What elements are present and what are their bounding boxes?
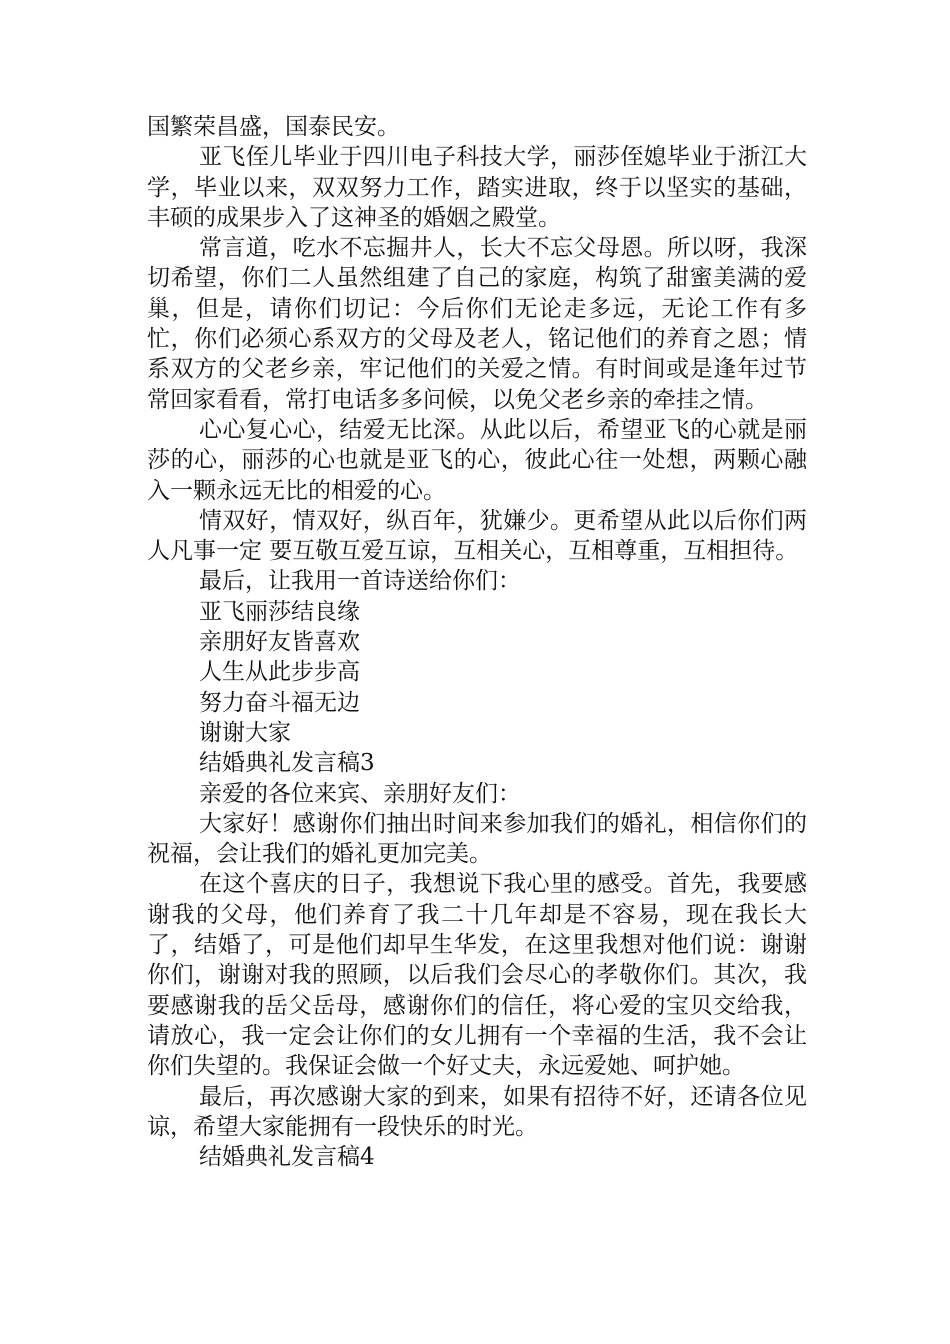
poem-line: 人生从此步步高 [199, 659, 360, 686]
document-body [147, 112, 807, 1172]
section-heading: 结婚典礼发言稿4 [199, 1144, 375, 1171]
paragraph: 在这个喜庆的日子，我想说下我心里的感受。首先，我要感谢我的父母，他们养育了我二十几年却是不容易，现在我长大了，结婚了，可是他们却早生华发，在这里我想对他们说：谢谢你们，谢谢对我的照顾，以后我们会尽心的孝敬你们。其次，我要感谢我的岳父岳母，感谢你们的信任，将心爱的宝贝交给我，请放心，我一定会让你们的女儿拥有一个幸福的生活，我不会让你们失望的。我保证会做一个好丈夫，永远爱她、呵护她。 [147, 871, 807, 1080]
poem-line: 亚飞丽莎结良缘 [199, 598, 360, 625]
paragraph: 国繁荣昌盛，国泰民安。 [147, 114, 400, 140]
salutation: 亲爱的各位来宾、亲朋好友们： [199, 780, 521, 807]
paragraph: 谢谢大家 [199, 719, 291, 746]
poem-line: 亲朋好友皆喜欢 [199, 629, 360, 656]
paragraph: 最后，让我用一首诗送给你们： [199, 568, 521, 595]
paragraph: 亚飞侄儿毕业于四川电子科技大学，丽莎侄媳毕业于浙江大学，毕业以来，双双努力工作，踏实进取，终于以坚实的基础，丰硕的成果步入了这神圣的婚姻之殿堂。 [147, 144, 807, 231]
poem-line: 努力奋斗福无边 [199, 689, 360, 716]
paragraph: 常言道，吃水不忘掘井人，长大不忘父母恩。所以呀，我深切希望，你们二人虽然组建了自己的家庭，构筑了甜蜜美满的爱巢，但是，请你们切记：今后你们无论走多远，无论工作有多忙，你们必须心系双方的父母及老人，铭记他们的养育之恩；情系双方的父老乡亲，牢记他们的关爱之情。有时间或是逢年过节常回家看看，常打电话多多问候，以免父老乡亲的牵挂之情。 [147, 235, 807, 413]
paragraph: 最后，再次感谢大家的到来，如果有招待不好，还请各位见谅，希望大家能拥有一段快乐的时光。 [147, 1083, 807, 1140]
paragraph: 大家好！感谢你们抽出时间来参加我们的婚礼，相信你们的祝福，会让我们的婚礼更加完美。 [147, 810, 807, 868]
section-heading: 结婚典礼发言稿3 [199, 750, 375, 777]
paragraph: 心心复心心，结爱无比深。从此以后，希望亚飞的心就是丽莎的心，丽莎的心也就是亚飞的心，彼此心往一处想，两颗心融入一颗永远无比的相爱的心。 [147, 416, 807, 504]
paragraph: 情双好，情双好，纵百年，犹嫌少。更希望从此以后你们两人凡事一定 要互敬互爱互谅，互相关心，互相尊重，互相担待。 [147, 507, 807, 565]
